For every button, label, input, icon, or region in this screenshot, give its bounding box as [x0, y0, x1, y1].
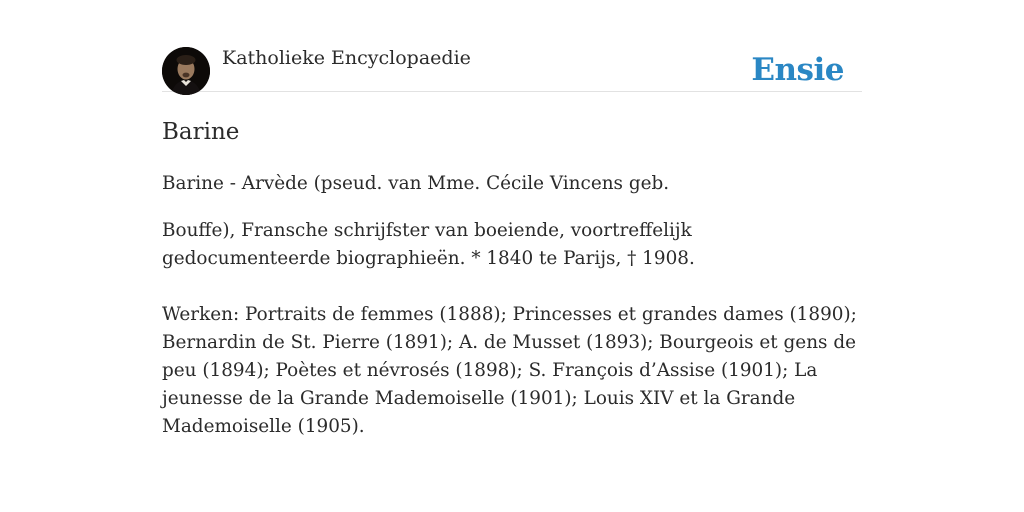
article-paragraph-works: Werken: Portraits de femmes (1888); Princesses et grandes dames (1890); Bernardin de St. Pierre (1891); A. de Musset (1893); Bourgeois et gens de peu (1894); Poètes et névrosés (1898); S. François d’Assise (1901); La jeunesse de la Grande Mademoiselle (1901); Louis XIV et la Grande Mademoiselle (1905).: [162, 304, 857, 437]
brand-logo[interactable]: Ensie: [751, 52, 844, 88]
article-title: Barine: [162, 119, 240, 145]
portrait-avatar-icon[interactable]: [162, 47, 210, 95]
article-paragraph-intro: Barine - Arvède (pseud. van Mme. Cécile Vincens geb.: [162, 173, 670, 194]
article-paragraph-bio: Bouffe), Fransche schrijfster van boeiende, voortreffelijk gedocumenteerde biographieën. * 1840 te Parijs, † 1908.: [162, 220, 695, 269]
site-header: [162, 44, 862, 92]
page-container: [162, 44, 862, 441]
site-title[interactable]: Katholieke Encyclopaedie: [222, 47, 471, 69]
